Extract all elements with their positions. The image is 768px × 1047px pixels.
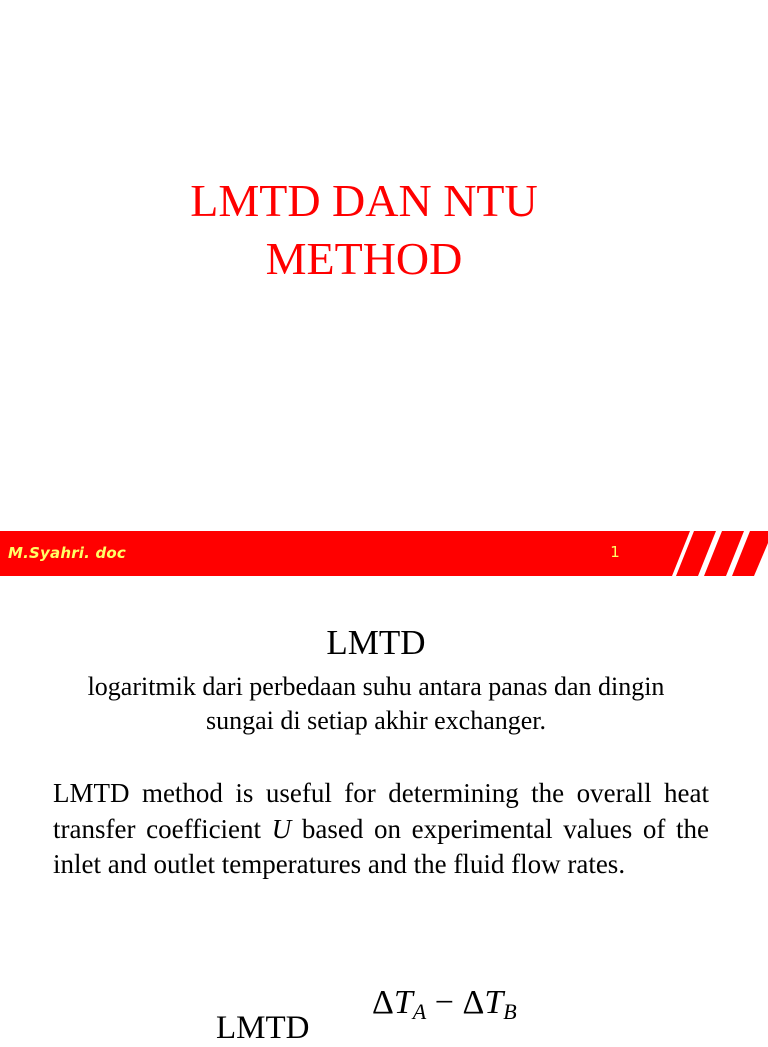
- paragraph-text-2: based on experimental values of the inlet and outlet temperatures and the fluid flow rates.: [53, 813, 709, 879]
- paragraph-variable-u: U: [271, 813, 292, 844]
- equation-numerator: [372, 984, 517, 1025]
- equation-t-a: T: [393, 984, 413, 1021]
- slide-footer-band: [0, 531, 768, 576]
- section-heading: LMTD: [326, 623, 426, 662]
- delta-symbol-a: Δ: [372, 984, 394, 1021]
- footer-page-number: 1: [610, 543, 620, 561]
- slide-title: [0, 172, 728, 288]
- slide-title-line-1: LMTD DAN NTU: [190, 175, 538, 226]
- equation-t-b: T: [484, 984, 504, 1021]
- paragraph-text-1: LMTD method is useful for determining the overall heat transfer coefficient: [53, 778, 709, 844]
- slide-title-line-2: METHOD: [265, 233, 463, 284]
- lmtd-equation: [0, 980, 768, 1046]
- minus-symbol: −: [434, 984, 454, 1021]
- equation-lhs: LMTD: [216, 1010, 310, 1046]
- equation-sub-a: A: [412, 999, 427, 1024]
- equation-sub-b: B: [503, 999, 517, 1024]
- body-paragraph: [53, 776, 709, 883]
- footer-author: M.Syahri. doc: [8, 544, 127, 562]
- delta-symbol-b: Δ: [462, 984, 485, 1021]
- section-subtitle: logaritmik dari perbedaan suhu antara panas dan dingin sungai di setiap akhir exchanger.: [87, 672, 665, 735]
